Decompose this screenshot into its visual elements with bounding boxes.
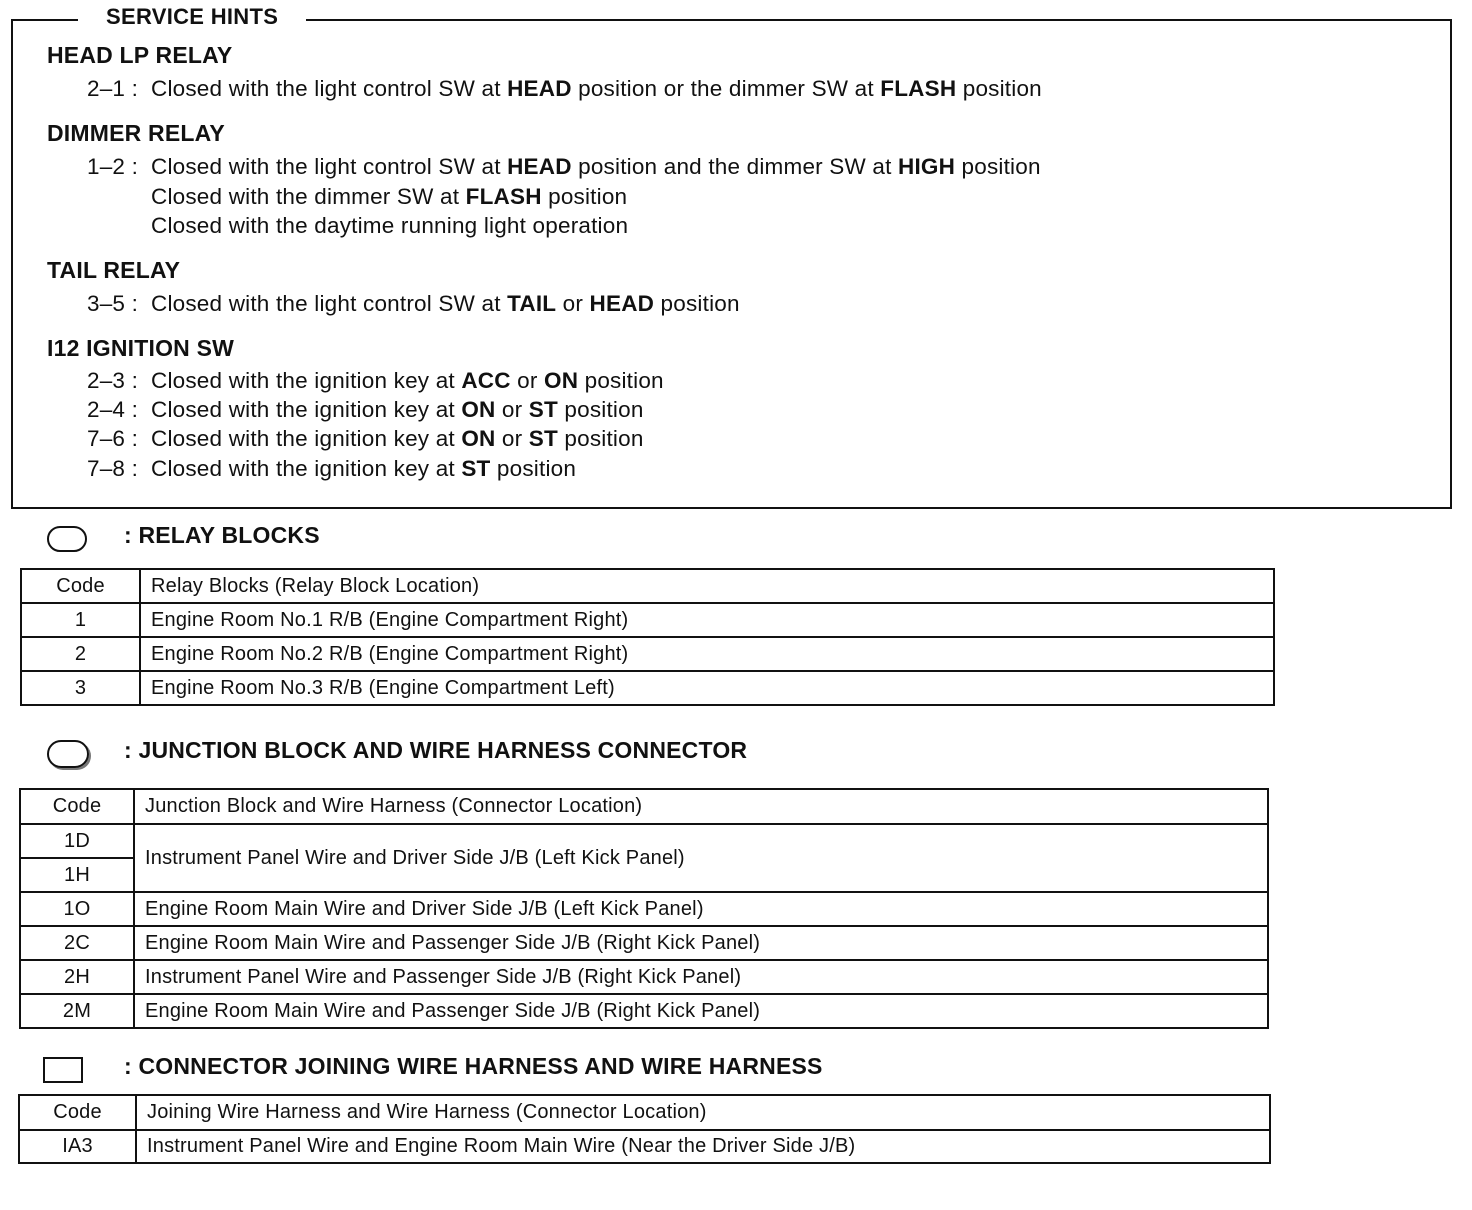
hint-text: position: [578, 368, 664, 393]
hint-text: Closed with the light control SW at: [151, 154, 508, 179]
hint-line: [87, 291, 740, 317]
section-heading-head-lp-relay: HEAD LP RELAY: [47, 42, 233, 68]
location-cell: Engine Room Main Wire and Passenger Side J/B (Right Kick Panel): [134, 994, 1268, 1028]
junction-blocks-heading: : JUNCTION BLOCK AND WIRE HARNESS CONNECTOR: [124, 737, 748, 763]
code-cell: 1O: [20, 892, 134, 926]
hint-contact-code: 3–5 :: [87, 291, 139, 316]
hint-contact-code: 2–4 :: [87, 397, 139, 422]
hint-text: Closed with the ignition key at: [151, 426, 462, 451]
column-header-location: Joining Wire Harness and Wire Harness (Connector Location): [136, 1095, 1270, 1130]
code-cell: 2C: [20, 926, 134, 960]
hint-line: [87, 154, 1041, 180]
hint-text: position: [541, 184, 628, 209]
hint-keyword: ON: [461, 397, 496, 422]
connectors-table: [18, 1094, 1271, 1164]
location-cell: Engine Room No.2 R/B (Engine Compartment Right): [140, 637, 1274, 671]
code-cell: 2M: [20, 994, 134, 1028]
hint-text: or: [495, 426, 529, 451]
column-header-code: Code: [20, 789, 134, 824]
table-row: [20, 960, 1268, 994]
location-cell: Instrument Panel Wire and Engine Room Main Wire (Near the Driver Side J/B): [136, 1130, 1270, 1163]
hint-text: position: [955, 154, 1041, 179]
location-cell: Engine Room No.3 R/B (Engine Compartment Left): [140, 671, 1274, 705]
hint-contact-code: 1–2 :: [87, 154, 139, 179]
hint-text: Closed with the light control SW at: [151, 291, 508, 316]
hint-text: position: [557, 397, 644, 422]
hint-keyword: FLASH: [880, 76, 957, 101]
hint-text: Closed with the dimmer SW at: [151, 184, 466, 209]
hint-line: [87, 184, 627, 210]
table-row: [21, 671, 1274, 705]
hint-contact-code: 2–3 :: [87, 368, 139, 393]
hint-text: position: [557, 426, 644, 451]
hint-keyword: TAIL: [507, 291, 557, 316]
code-cell: 1: [21, 603, 140, 637]
hint-text: Closed with the ignition key at: [151, 397, 462, 422]
location-cell: Engine Room Main Wire and Passenger Side J/B (Right Kick Panel): [134, 926, 1268, 960]
section-heading-dimmer-relay: DIMMER RELAY: [47, 120, 225, 146]
hint-text: position and the dimmer SW at: [571, 154, 899, 179]
hint-keyword: ST: [461, 456, 491, 481]
relay-block-oval-icon: [47, 526, 87, 552]
connectors-heading: : CONNECTOR JOINING WIRE HARNESS AND WIRE HARNESS: [124, 1053, 823, 1079]
hint-text: position: [956, 76, 1042, 101]
hint-text: Closed with the daytime running light operation: [151, 213, 629, 238]
junction-block-oval-icon: [47, 740, 89, 768]
hint-contact-code: 7–6 :: [87, 426, 139, 451]
service-hints-title: SERVICE HINTS: [78, 4, 306, 30]
hint-text: or: [556, 291, 590, 316]
code-cell: IA3: [19, 1130, 136, 1163]
hint-text: or: [495, 397, 529, 422]
hint-keyword: HEAD: [507, 154, 572, 179]
hint-line: [87, 368, 664, 394]
hint-contact-code: 2–1 :: [87, 76, 139, 101]
table-row: [20, 824, 1268, 858]
hint-keyword: ON: [461, 426, 496, 451]
location-cell: Instrument Panel Wire and Passenger Side J/B (Right Kick Panel): [134, 960, 1268, 994]
hint-text: position or the dimmer SW at: [571, 76, 881, 101]
location-cell: Instrument Panel Wire and Driver Side J/B (Left Kick Panel): [134, 824, 1268, 892]
hint-line: [87, 397, 644, 423]
column-header-code: Code: [21, 569, 140, 603]
hint-text: or: [510, 368, 544, 393]
hint-text: Closed with the ignition key at: [151, 368, 462, 393]
relay-blocks-heading: : RELAY BLOCKS: [124, 522, 320, 548]
hint-contact-code: 7–8 :: [87, 456, 139, 481]
hint-keyword: FLASH: [465, 184, 542, 209]
hint-keyword: HIGH: [898, 154, 956, 179]
column-header-location: Junction Block and Wire Harness (Connector Location): [134, 789, 1268, 824]
code-cell: 1D: [20, 824, 134, 858]
hint-keyword: ACC: [461, 368, 511, 393]
connector-rect-icon: [43, 1057, 83, 1083]
table-row: [21, 603, 1274, 637]
section-heading-ignition-sw: I12 IGNITION SW: [47, 335, 235, 361]
table-row: [21, 637, 1274, 671]
hint-keyword: ST: [528, 397, 558, 422]
table-row: [20, 926, 1268, 960]
code-cell: 2: [21, 637, 140, 671]
table-header-row: [19, 1095, 1270, 1130]
table-row: [20, 892, 1268, 926]
junction-blocks-table: [19, 788, 1269, 1029]
hint-keyword: HEAD: [507, 76, 572, 101]
hint-keyword: ST: [528, 426, 558, 451]
hint-line: [87, 213, 628, 239]
table-header-row: [21, 569, 1274, 603]
relay-blocks-table: [20, 568, 1275, 706]
hint-text: Closed with the light control SW at: [151, 76, 508, 101]
code-cell: 1H: [20, 858, 134, 892]
location-cell: Engine Room No.1 R/B (Engine Compartment Right): [140, 603, 1274, 637]
table-header-row: [20, 789, 1268, 824]
hint-line: [87, 456, 576, 482]
hint-line: [87, 426, 644, 452]
hint-text: Closed with the ignition key at: [151, 456, 462, 481]
hint-keyword: HEAD: [589, 291, 655, 316]
column-header-location: Relay Blocks (Relay Block Location): [140, 569, 1274, 603]
hint-keyword: ON: [544, 368, 579, 393]
table-row: [19, 1130, 1270, 1163]
section-heading-tail-relay: TAIL RELAY: [47, 257, 181, 283]
hint-text: position: [654, 291, 740, 316]
hint-text: position: [490, 456, 577, 481]
hint-line: [87, 76, 1042, 102]
column-header-code: Code: [19, 1095, 136, 1130]
location-cell: Engine Room Main Wire and Driver Side J/B (Left Kick Panel): [134, 892, 1268, 926]
table-row: [20, 994, 1268, 1028]
code-cell: 3: [21, 671, 140, 705]
code-cell: 2H: [20, 960, 134, 994]
